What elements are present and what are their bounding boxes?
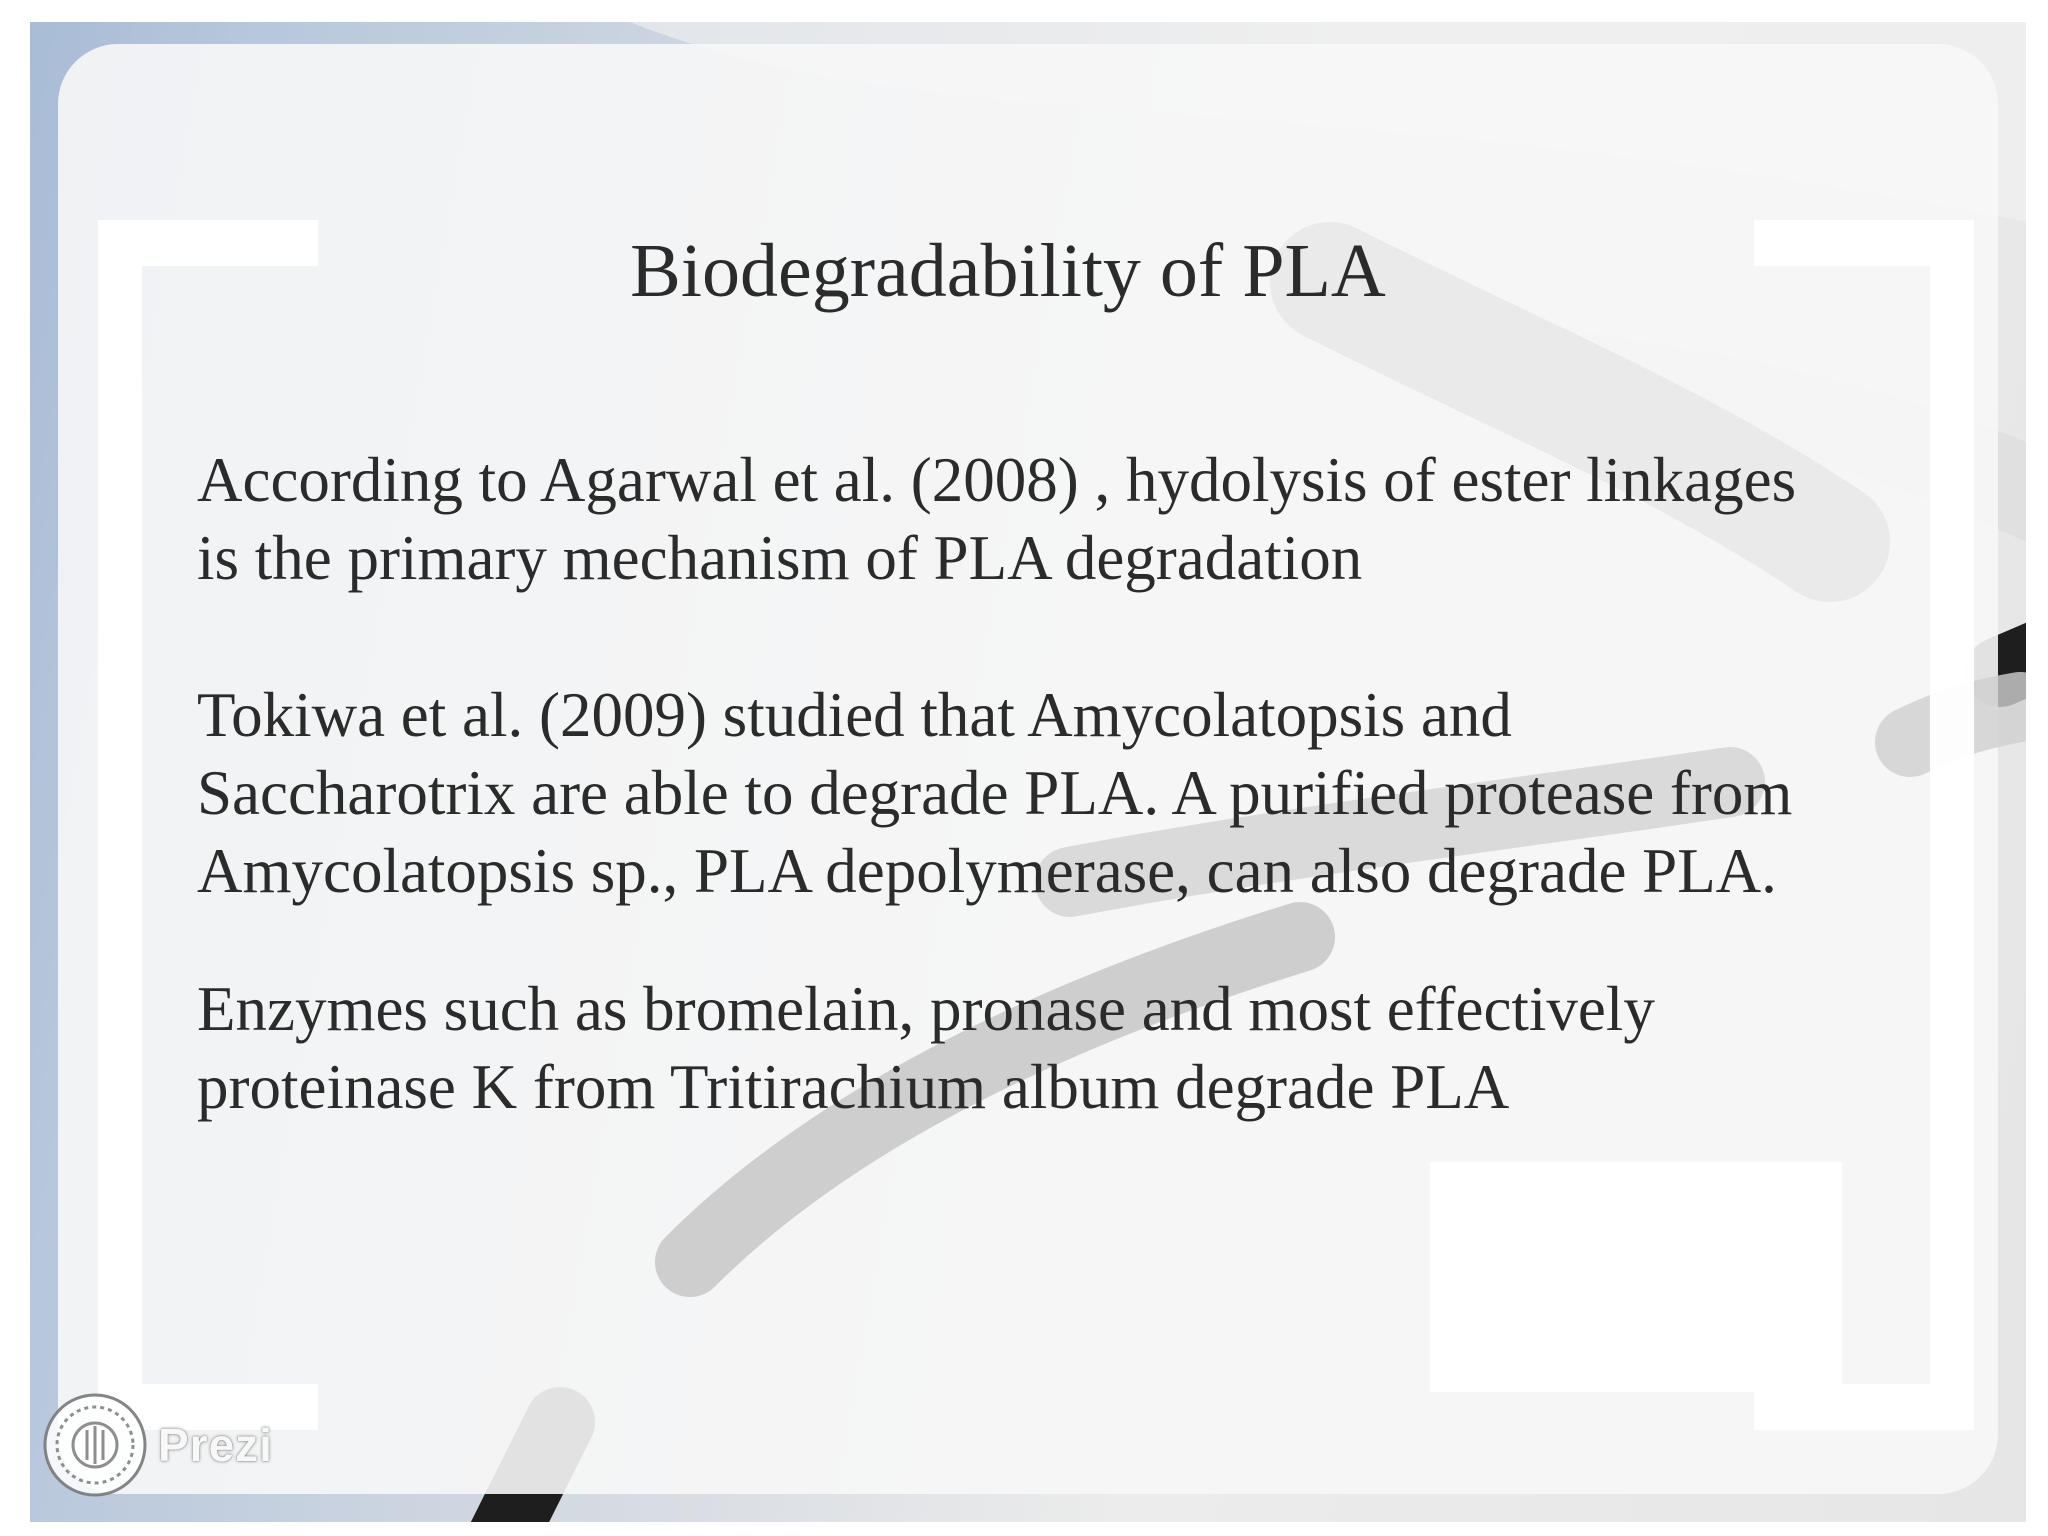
paragraph-2: [197, 676, 1957, 910]
paragraph-line: According to Agarwal et al. (2008) , hydolysis of ester linkages: [197, 445, 1797, 515]
paragraph-line: Enzymes such as bromelain, pronase and most effectively: [197, 974, 1655, 1044]
paragraph-3: [197, 970, 1957, 1126]
paragraph-line: Amycolatopsis sp., PLA depolymerase, can also degrade PLA.: [197, 836, 1777, 906]
paragraph-line: Saccharotrix are able to degrade PLA. A purified protease from: [197, 758, 1793, 828]
paragraph-line: is the primary mechanism of PLA degradation: [197, 523, 1363, 593]
white-box: [1430, 1162, 1842, 1392]
paragraph-1: [197, 441, 1957, 597]
slide-title: Biodegradability of PLA: [630, 229, 1386, 313]
prezi-logo[interactable]: [40, 1390, 273, 1500]
bracket-left-vertical: [98, 220, 142, 1430]
prezi-logo-icon: [40, 1390, 150, 1500]
prezi-logo-label: Prezi: [158, 1419, 273, 1471]
paragraph-line: proteinase K from Tritirachium album degrade PLA: [197, 1052, 1510, 1122]
paragraph-line: Tokiwa et al. (2009) studied that Amycolatopsis and: [197, 680, 1512, 750]
